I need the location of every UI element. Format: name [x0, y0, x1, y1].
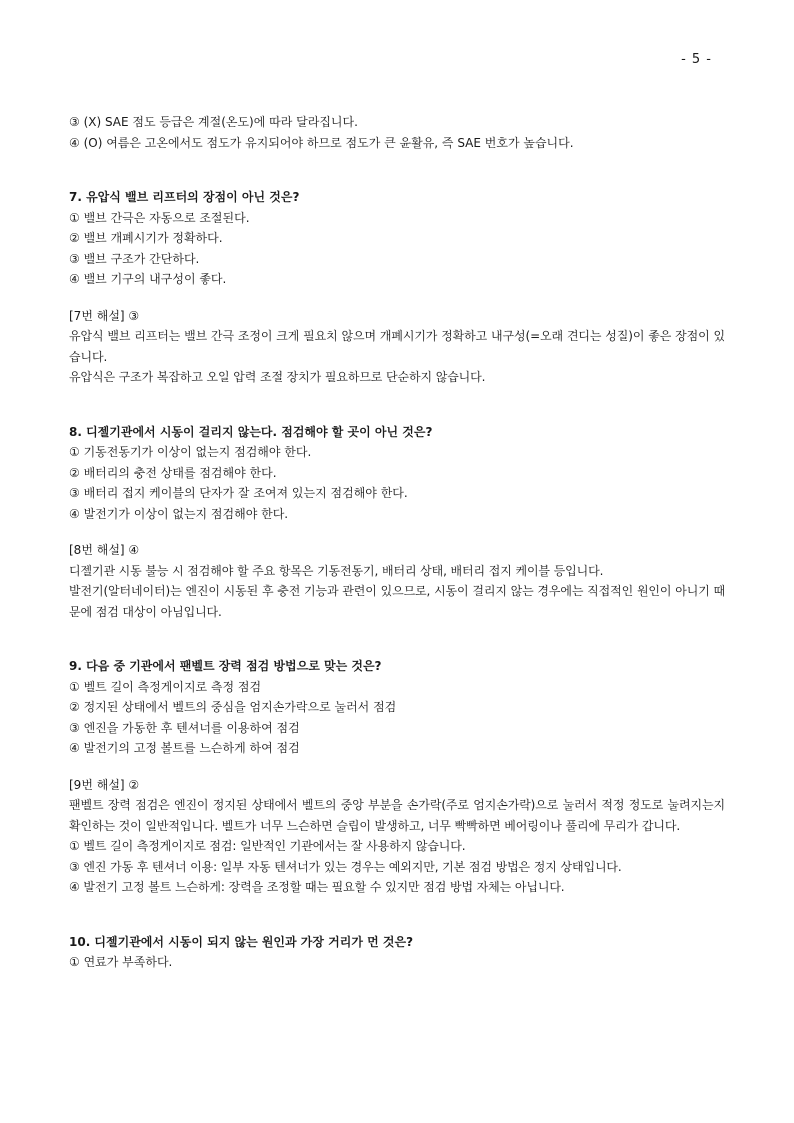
question-7-option: ② 밸브 개폐시기가 정확하다. [69, 231, 223, 245]
prev-explanation-line: ④ (O) 여름은 고온에서도 점도가 유지되어야 하므로 점도가 큰 윤활유, 즉 SAE 번호가 높습니다. [69, 135, 574, 150]
question-8-option: ④ 발전기가 이상이 없는지 점검해야 한다. [69, 506, 289, 521]
question-8-answer: [8번 해설] ④ [69, 543, 140, 557]
question-7-explanation: 유압식 밸브 리프터는 밸브 간극 조정이 크게 필요치 않으며 개폐시기가 정확하고 내구성(=오래 견디는 성질)이 좋은 장점이 있습니다. [69, 329, 725, 364]
prev-explanation-line: ③ (X) SAE 점도 등급은 계절(온도)에 따라 달라집니다. [69, 115, 358, 129]
question-7-explanation: 유압식은 구조가 복잡하고 오일 압력 조절 장치가 필요하므로 단순하지 않습니다. [69, 370, 486, 384]
question-7-title: 7. 유압식 밸브 리프터의 장점이 아닌 것은? [69, 190, 300, 204]
question-10-title: 10. 디젤기관에서 시동이 되지 않는 원인과 가장 거리가 먼 것은? [69, 934, 414, 949]
question-9-option: ② 정지된 상태에서 벨트의 중심을 엄지손가락으로 눌러서 점검 [69, 700, 397, 714]
question-8-title: 8. 디젤기관에서 시동이 걸리지 않는다. 점검해야 할 곳이 아닌 것은? [69, 424, 433, 439]
question-8-explanation: 디젤기관 시동 불능 시 점검해야 할 주요 항목은 기동전동기, 배터리 상태, 배터리 접지 케이블 등입니다. [69, 563, 604, 578]
question-9-option: ③ 엔진을 가동한 후 텐셔너를 이용하여 점검 [69, 720, 300, 735]
question-8-option: ① 기동전동기가 이상이 없는지 점검해야 한다. [69, 445, 312, 459]
question-9-answer: [9번 해설] ② [69, 777, 140, 792]
question-7-answer: [7번 해설] ③ [69, 308, 140, 323]
question-9-option: ① 벨트 길이 측정게이지로 측정 점검 [69, 679, 262, 694]
question-9-explanation: ① 벨트 길이 측정게이지로 점검: 일반적인 기관에서는 잘 사용하지 않습니다. [69, 839, 466, 853]
question-9-option: ④ 발전기의 고정 볼트를 느슨하게 하여 점검 [69, 741, 300, 755]
question-7-option: ① 밸브 간극은 자동으로 조절된다. [69, 210, 250, 225]
question-9-explanation: ④ 발전기 고정 볼트 느슨하게: 장력을 조정할 때는 필요할 수 있지만 점검 방법 자체는 아닙니다. [69, 880, 565, 894]
question-8-option: ② 배터리의 충전 상태를 점검해야 한다. [69, 465, 277, 480]
question-9-explanation: ③ 엔진 가동 후 텐셔너 이용: 일부 자동 텐셔너가 있는 경우는 예외지만, 기본 점검 방법은 정지 상태입니다. [69, 859, 622, 874]
question-9-title: 9. 다음 중 기관에서 팬벨트 장력 점검 방법으로 맞는 것은? [69, 659, 382, 673]
page-number: - 5 - [681, 52, 712, 67]
question-10-option: ① 연료가 부족하다. [69, 955, 173, 969]
question-8-option: ③ 배터리 접지 케이블의 단자가 잘 조여져 있는지 점검해야 한다. [69, 486, 408, 500]
question-7-option: ④ 밸브 기구의 내구성이 좋다. [69, 272, 227, 286]
question-8-explanation: 발전기(알터네이터)는 엔진이 시동된 후 충전 기능과 관련이 있으므로, 시동이 걸리지 않는 경우에는 직접적인 원인이 아니기 때문에 점검 대상이 아님입니다. [69, 584, 725, 619]
page-content [69, 112, 725, 973]
question-7-option: ③ 밸브 구조가 간단하다. [69, 251, 200, 266]
question-9-explanation: 팬벨트 장력 점검은 엔진이 정지된 상태에서 벨트의 중앙 부분을 손가락(주로 엄지손가락)으로 눌러서 적정 정도로 눌려지는지 확인하는 것이 일반적입니다. 벨트가 너무 느슨하면 슬립이 발생하고, 너무 빡빡하면 베어링이나 풀리에 무리가 갑니다. [69, 798, 725, 833]
